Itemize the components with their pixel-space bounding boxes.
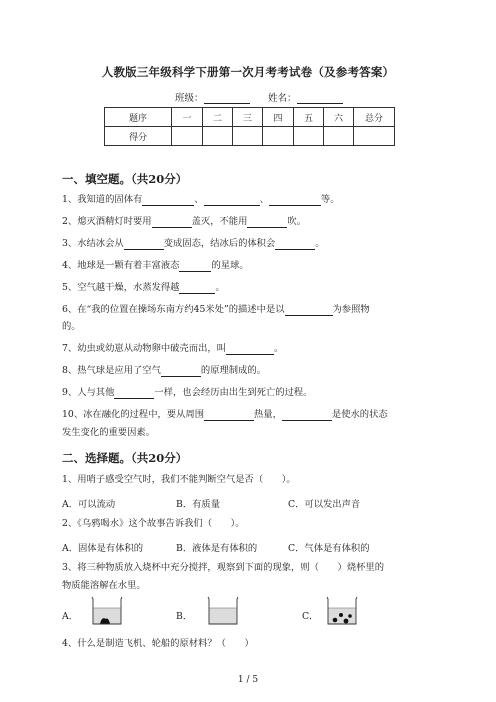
question-text: 吹。 bbox=[287, 216, 306, 227]
answer-blank bbox=[114, 388, 154, 399]
beaker-a-icon bbox=[90, 596, 124, 626]
score-cell: 一 bbox=[172, 108, 203, 127]
question-text: 、 bbox=[259, 194, 269, 205]
name-label: 姓名： bbox=[268, 93, 297, 104]
choice-question-1: 1、用哨子感受空气时，我们不能判断空气是否（ ）。 bbox=[62, 474, 296, 485]
section-1-heading: 一、填空题。（共20分） bbox=[62, 172, 188, 186]
question-text: 变成固态，结冰后的体积会 bbox=[163, 238, 276, 249]
class-field bbox=[175, 90, 250, 104]
section-2-heading: 二、选择题。（共20分） bbox=[62, 451, 188, 465]
score-cell: 三 bbox=[233, 108, 263, 127]
question-text: 6、在“我的位置在操场东南方约45米处”的描述中是以 bbox=[62, 304, 285, 315]
class-blank bbox=[204, 93, 250, 104]
score-cell-empty bbox=[203, 127, 233, 146]
score-table bbox=[104, 107, 395, 146]
answer-blank bbox=[204, 195, 260, 206]
question-text: 的原理制成的。 bbox=[200, 365, 266, 376]
question-text: 10、冰在融化的过程中，要从周围 bbox=[62, 409, 204, 420]
score-cell: 二 bbox=[203, 108, 233, 127]
question-text: 7、幼虫或幼崽从动物卵中破壳而出，叫 bbox=[62, 343, 226, 354]
answer-blank bbox=[124, 239, 164, 250]
choice-option-b: B．液体是有体积的 bbox=[176, 543, 258, 554]
answer-blank bbox=[269, 195, 321, 206]
fill-question-6-cont: 的。 bbox=[62, 321, 81, 332]
answer-blank bbox=[152, 217, 192, 228]
question-text: 盖灭，不能用 bbox=[191, 216, 248, 227]
score-cell-empty bbox=[294, 127, 324, 146]
score-table-header-row bbox=[105, 108, 395, 127]
answer-blank bbox=[282, 410, 332, 421]
question-text: 2、熄灭酒精灯时要用 bbox=[62, 216, 152, 227]
question-text: 4、地球是一颗有着丰富液态 bbox=[62, 260, 180, 271]
fill-question-5 bbox=[62, 282, 225, 294]
question-text: 8、热气球是应用了空气 bbox=[62, 365, 161, 376]
class-label: 班级： bbox=[175, 93, 204, 104]
choice-option-a: A． bbox=[62, 611, 79, 622]
fill-question-7 bbox=[62, 343, 283, 355]
answer-blank bbox=[204, 410, 254, 421]
answer-blank bbox=[226, 344, 274, 355]
fill-question-6 bbox=[62, 304, 370, 316]
answer-blank bbox=[179, 261, 211, 272]
choice-option-a: A．可以流动 bbox=[62, 499, 116, 510]
choice-question-2: 2、《乌鸦喝水》这个故事告诉我们（ ）。 bbox=[62, 518, 245, 529]
question-text: 。 bbox=[315, 238, 325, 249]
score-cell: 得分 bbox=[105, 127, 172, 146]
page-title: 人教版三年级科学下册第一次月考考试卷（及参考答案） bbox=[101, 65, 395, 79]
choice-option-c: C． bbox=[302, 611, 319, 622]
question-text: 是使水的状态 bbox=[331, 409, 388, 420]
score-cell: 六 bbox=[324, 108, 354, 127]
score-table-score-row bbox=[105, 127, 395, 146]
question-text: 。 bbox=[273, 343, 284, 354]
score-cell-empty bbox=[172, 127, 203, 146]
name-field bbox=[268, 90, 343, 104]
score-cell: 四 bbox=[263, 108, 294, 127]
question-text: 、 bbox=[194, 194, 204, 205]
question-text: 等。 bbox=[320, 194, 340, 205]
answer-blank bbox=[247, 217, 287, 228]
score-cell-empty bbox=[233, 127, 263, 146]
question-text: 5、空气越干燥，水蒸发得越 bbox=[62, 282, 180, 293]
question-text: 的星球。 bbox=[211, 260, 249, 271]
score-cell-empty bbox=[263, 127, 294, 146]
beaker-c-icon bbox=[325, 596, 359, 626]
fill-question-10-cont: 发生变化的重要因素。 bbox=[62, 427, 155, 438]
choice-option-a: A．固体是有体积的 bbox=[62, 543, 144, 554]
question-text: 热量， bbox=[254, 409, 282, 420]
score-cell-empty bbox=[324, 127, 354, 146]
fill-question-9 bbox=[62, 387, 312, 399]
question-text: 9、人与其他 bbox=[62, 387, 115, 398]
fill-question-2 bbox=[62, 216, 306, 228]
question-text: 一样，也会经历由出生到死亡的过程。 bbox=[154, 387, 313, 398]
fill-question-8 bbox=[62, 365, 266, 377]
answer-blank bbox=[142, 195, 194, 206]
choice-option-b: B．有质量 bbox=[176, 499, 221, 510]
question-text: 。 bbox=[215, 282, 225, 293]
name-blank bbox=[297, 93, 343, 104]
question-text: 3、水结冰会从 bbox=[62, 238, 124, 249]
choice-option-b: B． bbox=[176, 611, 193, 622]
fill-question-1 bbox=[62, 194, 340, 206]
choice-question-3-cont: 物质能溶解在水里。 bbox=[62, 580, 146, 591]
score-cell: 题序 bbox=[105, 108, 172, 127]
choice-question-4: 4、什么是制造飞机、轮船的原材料？（ ） bbox=[62, 638, 254, 649]
choice-question-3: 3、将三种物质放入烧杯中充分搅拌，观察到下面的现象，则（ ）烧杯里的 bbox=[62, 562, 385, 573]
question-text: 为参照物 bbox=[332, 304, 370, 315]
answer-blank bbox=[179, 283, 215, 294]
choice-option-c: C．气体是有体积的 bbox=[288, 543, 370, 554]
score-cell: 总分 bbox=[354, 108, 395, 127]
fill-question-10 bbox=[62, 409, 388, 421]
choice-option-c: C．可以发出声音 bbox=[288, 499, 361, 510]
answer-blank bbox=[275, 239, 315, 250]
beaker-b-icon bbox=[206, 596, 240, 626]
fill-question-3 bbox=[62, 238, 325, 250]
question-text: 1、我知道的固体有 bbox=[62, 194, 143, 205]
fill-question-4 bbox=[62, 260, 249, 272]
answer-blank bbox=[285, 305, 333, 316]
score-cell-empty bbox=[354, 127, 395, 146]
score-cell: 五 bbox=[294, 108, 324, 127]
page-number: 1 / 5 bbox=[237, 675, 259, 685]
answer-blank bbox=[161, 366, 201, 377]
